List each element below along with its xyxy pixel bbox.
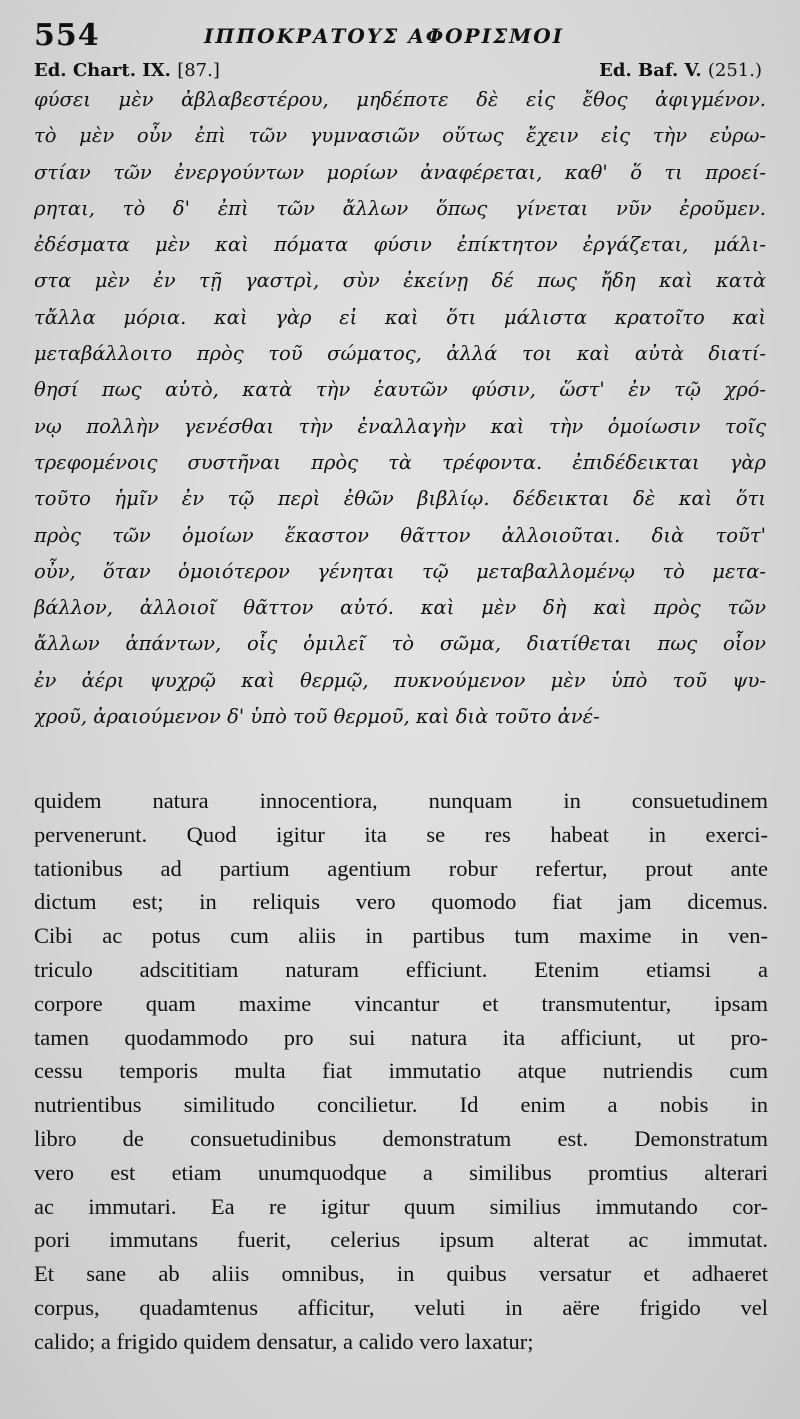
greek-text-line: βάλλον, ἀλλοιοῖ θᾶττον αὐτό. καὶ μὲν δὴ καὶ πρὸς τῶν bbox=[34, 596, 766, 620]
greek-text-line: μεταβάλλοιτο πρὸς τοῦ σώματος, ἀλλά τοι καὶ αὐτὰ διατί- bbox=[34, 342, 766, 366]
greek-text-line: φύσει μὲν ἀβλαβεστέρου, μηδέποτε δὲ εἰς ἔθος ἀφιγμένον. bbox=[34, 88, 766, 111]
greek-text-line: τρεφομένοις συστῆναι πρὸς τὰ τρέφοντα. ἐπιδέδεικται γὰρ bbox=[34, 450, 766, 474]
greek-text-line: τἄλλα μόρια. καὶ γὰρ εἰ καὶ ὅτι μάλιστα κρατοῖτο καὶ bbox=[34, 305, 766, 329]
greek-text-line: ἐδέσματα μὲν καὶ πόματα φύσιν ἐπίκτητον ἐργάζεται, μάλι- bbox=[34, 233, 766, 257]
page-header bbox=[34, 18, 762, 58]
latin-text-line: libro de consuetudinibus demonstratum est. Demonstratum bbox=[34, 1125, 768, 1151]
running-title: ΙΠΠΟΚΡΑΤΟΥΣ ΑΦΟΡΙΣΜΟΙ bbox=[204, 24, 565, 48]
latin-text-line: pori immutans fuerit, celerius ipsum alterat ac immutat. bbox=[34, 1227, 768, 1253]
edition-reference-line bbox=[34, 60, 762, 84]
latin-text-line: pervenerunt. Quod igitur ita se res habeat in exerci- bbox=[34, 821, 768, 847]
latin-text-line: calido; a frigido quidem densatur, a calido vero laxatur; bbox=[34, 1328, 534, 1354]
greek-text-line: νῳ πολλὴν γενέσθαι τὴν ἐναλλαγὴν καὶ τὴν ὁμοίωσιν τοῖς bbox=[34, 414, 766, 438]
greek-text-line: στίαν τῶν ἐνεργούντων μορίων ἀναφέρεται, καθ' ὅ τι προεί- bbox=[34, 160, 766, 184]
greek-text-line: στα μὲν ἐν τῇ γαστρὶ, σὺν ἐκείνῃ δέ πως ἤδη καὶ κατὰ bbox=[34, 269, 766, 293]
edition-right-label: Ed. Baf. V. bbox=[599, 60, 702, 81]
greek-text-line: οὖν, ὅταν ὁμοιότερον γένηται τῷ μεταβαλλομένῳ τὸ μετα- bbox=[34, 559, 766, 583]
latin-text-line: nutrientibus similitudo concilietur. Id enim a nobis in bbox=[34, 1092, 768, 1118]
greek-text-block bbox=[34, 82, 766, 735]
greek-text-line: πρὸς τῶν ὁμοίων ἕκαστον θᾶττον ἀλλοιοῦται. διὰ τοῦτ' bbox=[34, 523, 766, 547]
latin-text-line: vero est etiam unumquodque a similibus promtius alterari bbox=[34, 1159, 768, 1185]
edition-left-folio: [87.] bbox=[177, 60, 220, 81]
latin-text-line: dictum est; in reliquis vero quomodo fiat jam dicemus. bbox=[34, 889, 768, 915]
greek-text-line: ἐν ἀέρι ψυχρῷ καὶ θερμῷ, πυκνούμενον μὲν ὑπὸ τοῦ ψυ- bbox=[34, 668, 766, 692]
latin-text-line: cessu temporis multa fiat immutatio atque nutriendis cum bbox=[34, 1058, 768, 1084]
latin-text-line: Cibi ac potus cum aliis in partibus tum maxime in ven- bbox=[34, 923, 768, 949]
latin-text-line: triculo adscititiam naturam efficiunt. Etenim etiamsi a bbox=[34, 956, 768, 982]
edition-left-label: Ed. Chart. IX. bbox=[34, 60, 171, 81]
greek-text-line: τὸ μὲν οὖν ἐπὶ τῶν γυμνασιῶν οὕτως ἔχειν εἰς τὴν εὐρω- bbox=[34, 124, 766, 148]
greek-text-line: θησί πως αὐτὸ, κατὰ τὴν ἑαυτῶν φύσιν, ὥστ' ἐν τῷ χρό- bbox=[34, 378, 766, 402]
latin-text-block bbox=[34, 784, 768, 1359]
latin-text-line: Et sane ab aliis omnibus, in quibus versatur et adhaeret bbox=[34, 1261, 768, 1287]
latin-text-line: tationibus ad partium agentium robur refertur, prout ante bbox=[34, 855, 768, 881]
latin-text-line: ac immutari. Ea re igitur quum similius immutando cor- bbox=[34, 1193, 768, 1219]
greek-text-line: ἄλλων ἁπάντων, οἷς ὁμιλεῖ τὸ σῶμα, διατίθεται πως οἷον bbox=[34, 632, 766, 656]
greek-text-line: ρηται, τὸ δ' ἐπὶ τῶν ἄλλων ὅπως γίνεται νῦν ἐροῦμεν. bbox=[34, 196, 766, 220]
latin-text-line: tamen quodammodo pro sui natura ita afficiunt, ut pro- bbox=[34, 1024, 768, 1050]
latin-text-line: quidem natura innocentiora, nunquam in consuetudinem bbox=[34, 788, 768, 813]
page-number: 554 bbox=[34, 18, 100, 53]
edition-right bbox=[599, 60, 762, 81]
latin-text-line: corpore quam maxime vincantur et transmutentur, ipsam bbox=[34, 990, 768, 1016]
latin-text-line: corpus, quadamtenus afficitur, veluti in aëre frigido vel bbox=[34, 1294, 768, 1320]
edition-right-folio: (251.) bbox=[707, 60, 762, 81]
edition-left bbox=[34, 60, 220, 81]
greek-text-line: τοῦτο ἡμῖν ἐν τῷ περὶ ἐθῶν βιβλίῳ. δέδεικται δὲ καὶ ὅτι bbox=[34, 487, 766, 511]
greek-text-line: χροῦ, ἀραιούμενον δ' ὑπὸ τοῦ θερμοῦ, καὶ διὰ τοῦτο ἀνέ- bbox=[34, 705, 600, 729]
